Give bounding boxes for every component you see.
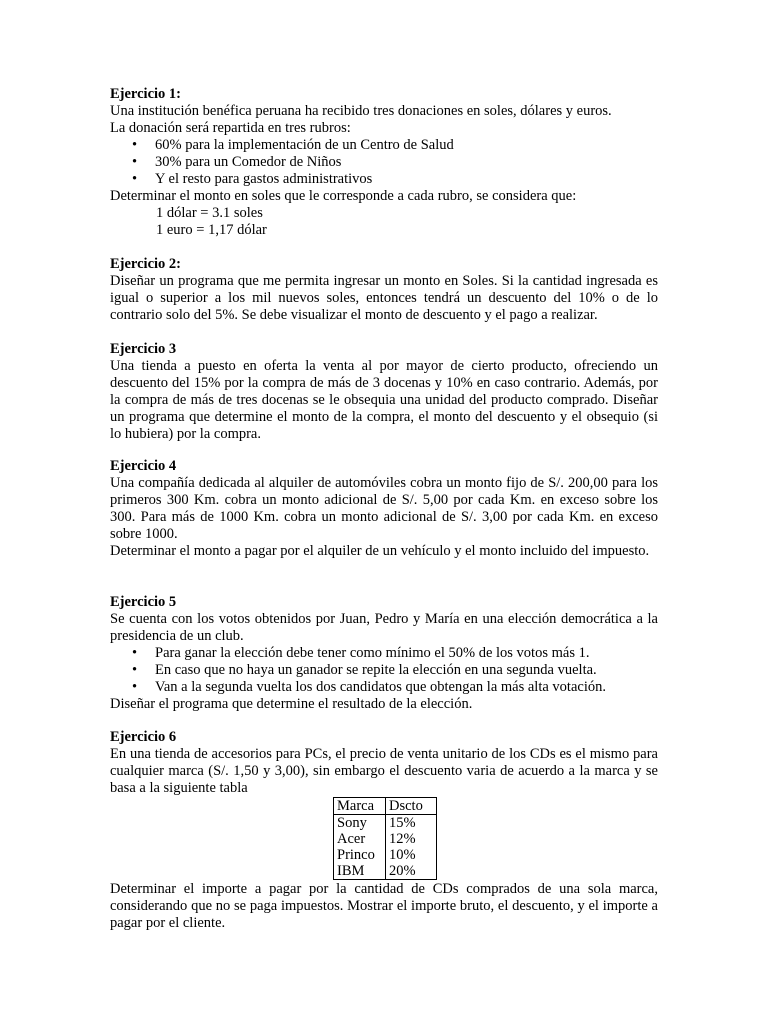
table-row — [334, 831, 437, 847]
bullet-item: • Van a la segunda vuelta los dos candidatos que obtengan la más alta votación. — [110, 679, 658, 696]
bullet-item: • En caso que no haya un ganador se repite la elección en una segunda vuelta. — [110, 662, 658, 679]
exercise-1-title: Ejercicio 1: — [110, 86, 181, 102]
exercise-6-text: En una tienda de accesorios para PCs, el precio de venta unitario de los CDs es el mismo para cualquier marca (S/. 1,50 y 3,00), sin embargo el descuento varia de acuerdo a la marca y se basa a la siguiente tabla — [110, 746, 658, 796]
table-row — [334, 847, 437, 863]
exercise-4-text: Una compañía dedicada al alquiler de automóviles cobra un monto fijo de S/. 200,00 para los primeros 300 Km. cobra un monto adicional de S/. 5,00 por cada Km. en exceso sobre los 300. Para más de 1000 Km. cobra un monto adicional de S/. 3,00 por cada Km. en exceso sobre 1000. — [110, 475, 658, 542]
exercise-1 — [110, 86, 658, 239]
bullet-item: • Para ganar la elección debe tener como mínimo el 50% de los votos más 1. — [110, 645, 658, 662]
exercise-6-title: Ejercicio 6 — [110, 729, 177, 745]
table-header-brand: Marca — [334, 798, 386, 815]
exchange-rate-dollar: 1 dólar = 3.1 soles — [156, 205, 263, 221]
exercise-1-bullets — [110, 137, 658, 188]
exercise-1-text: Una institución benéfica peruana ha recibido tres donaciones en soles, dólares y euros. — [110, 103, 612, 119]
bullet-item: • Y el resto para gastos administrativos — [110, 171, 658, 188]
table-cell-discount: 12% — [386, 831, 437, 847]
exercise-3-text: Una tienda a puesto en oferta la venta al por mayor de cierto producto, ofreciendo un descuento del 15% por la compra de más de 3 docenas y 10% en caso contrario. Además, por la compra de más de tres docenas se le obsequia una unidad del producto comprado. Diseñar un programa que determine el monto de la compra, el monto del descuento y el obsequio (si lo hubiera) por la compra. — [110, 358, 658, 442]
exercise-6 — [110, 729, 658, 797]
exercise-5-title: Ejercicio 5 — [110, 594, 177, 610]
exercise-5-bullets — [110, 645, 658, 696]
exercise-4 — [110, 458, 658, 560]
table-header-discount: Dscto — [386, 798, 437, 815]
exercise-5 — [110, 594, 658, 713]
table-cell-discount: 20% — [386, 863, 437, 880]
exercise-4-text: Determinar el monto a pagar por el alquiler de un vehículo y el monto incluido del impuesto. — [110, 543, 650, 559]
exercise-2 — [110, 256, 658, 324]
table-cell-brand: Acer — [334, 831, 386, 847]
exercise-5-text: Se cuenta con los votos obtenidos por Juan, Pedro y María en una elección democrática a la presidencia de un club. — [110, 611, 658, 644]
table-row — [334, 863, 437, 880]
exercise-3-title: Ejercicio 3 — [110, 341, 177, 357]
bullet-item: • 60% para la implementación de un Centro de Salud — [110, 137, 658, 154]
table-cell-brand: Sony — [334, 815, 386, 832]
exercise-1-text: La donación será repartida en tres rubros: — [110, 120, 351, 136]
bullet-item: • 30% para un Comedor de Niños — [110, 154, 658, 171]
exchange-rate-euro: 1 euro = 1,17 dólar — [156, 222, 267, 238]
exercise-5-text: Diseñar el programa que determine el resultado de la elección. — [110, 696, 473, 712]
exercise-4-title: Ejercicio 4 — [110, 458, 177, 474]
exercise-6-text: Determinar el importe a pagar por la cantidad de CDs comprados de una sola marca, considerando que no se paga impuestos. Mostrar el importe bruto, el descuento, y el importe a pagar por el cliente. — [110, 881, 658, 931]
exercise-2-text: Diseñar un programa que me permita ingresar un monto en Soles. Si la cantidad ingresada es igual o superior a los mil nuevos soles, entonces tendrá un descuento del 10% o de lo contrario solo del 5%. Se debe visualizar el monto de descuento y el pago a realizar. — [110, 273, 658, 323]
table-cell-brand: IBM — [334, 863, 386, 880]
discount-table — [333, 797, 437, 880]
table-row — [334, 815, 437, 832]
table-header-row — [334, 798, 437, 815]
exercise-6-closing — [110, 881, 658, 932]
table-cell-discount: 15% — [386, 815, 437, 832]
exercise-2-title: Ejercicio 2: — [110, 256, 181, 272]
exercise-1-text: Determinar el monto en soles que le corresponde a cada rubro, se considera que: — [110, 188, 577, 204]
table-cell-brand: Princo — [334, 847, 386, 863]
exercise-3 — [110, 341, 658, 443]
table-cell-discount: 10% — [386, 847, 437, 863]
